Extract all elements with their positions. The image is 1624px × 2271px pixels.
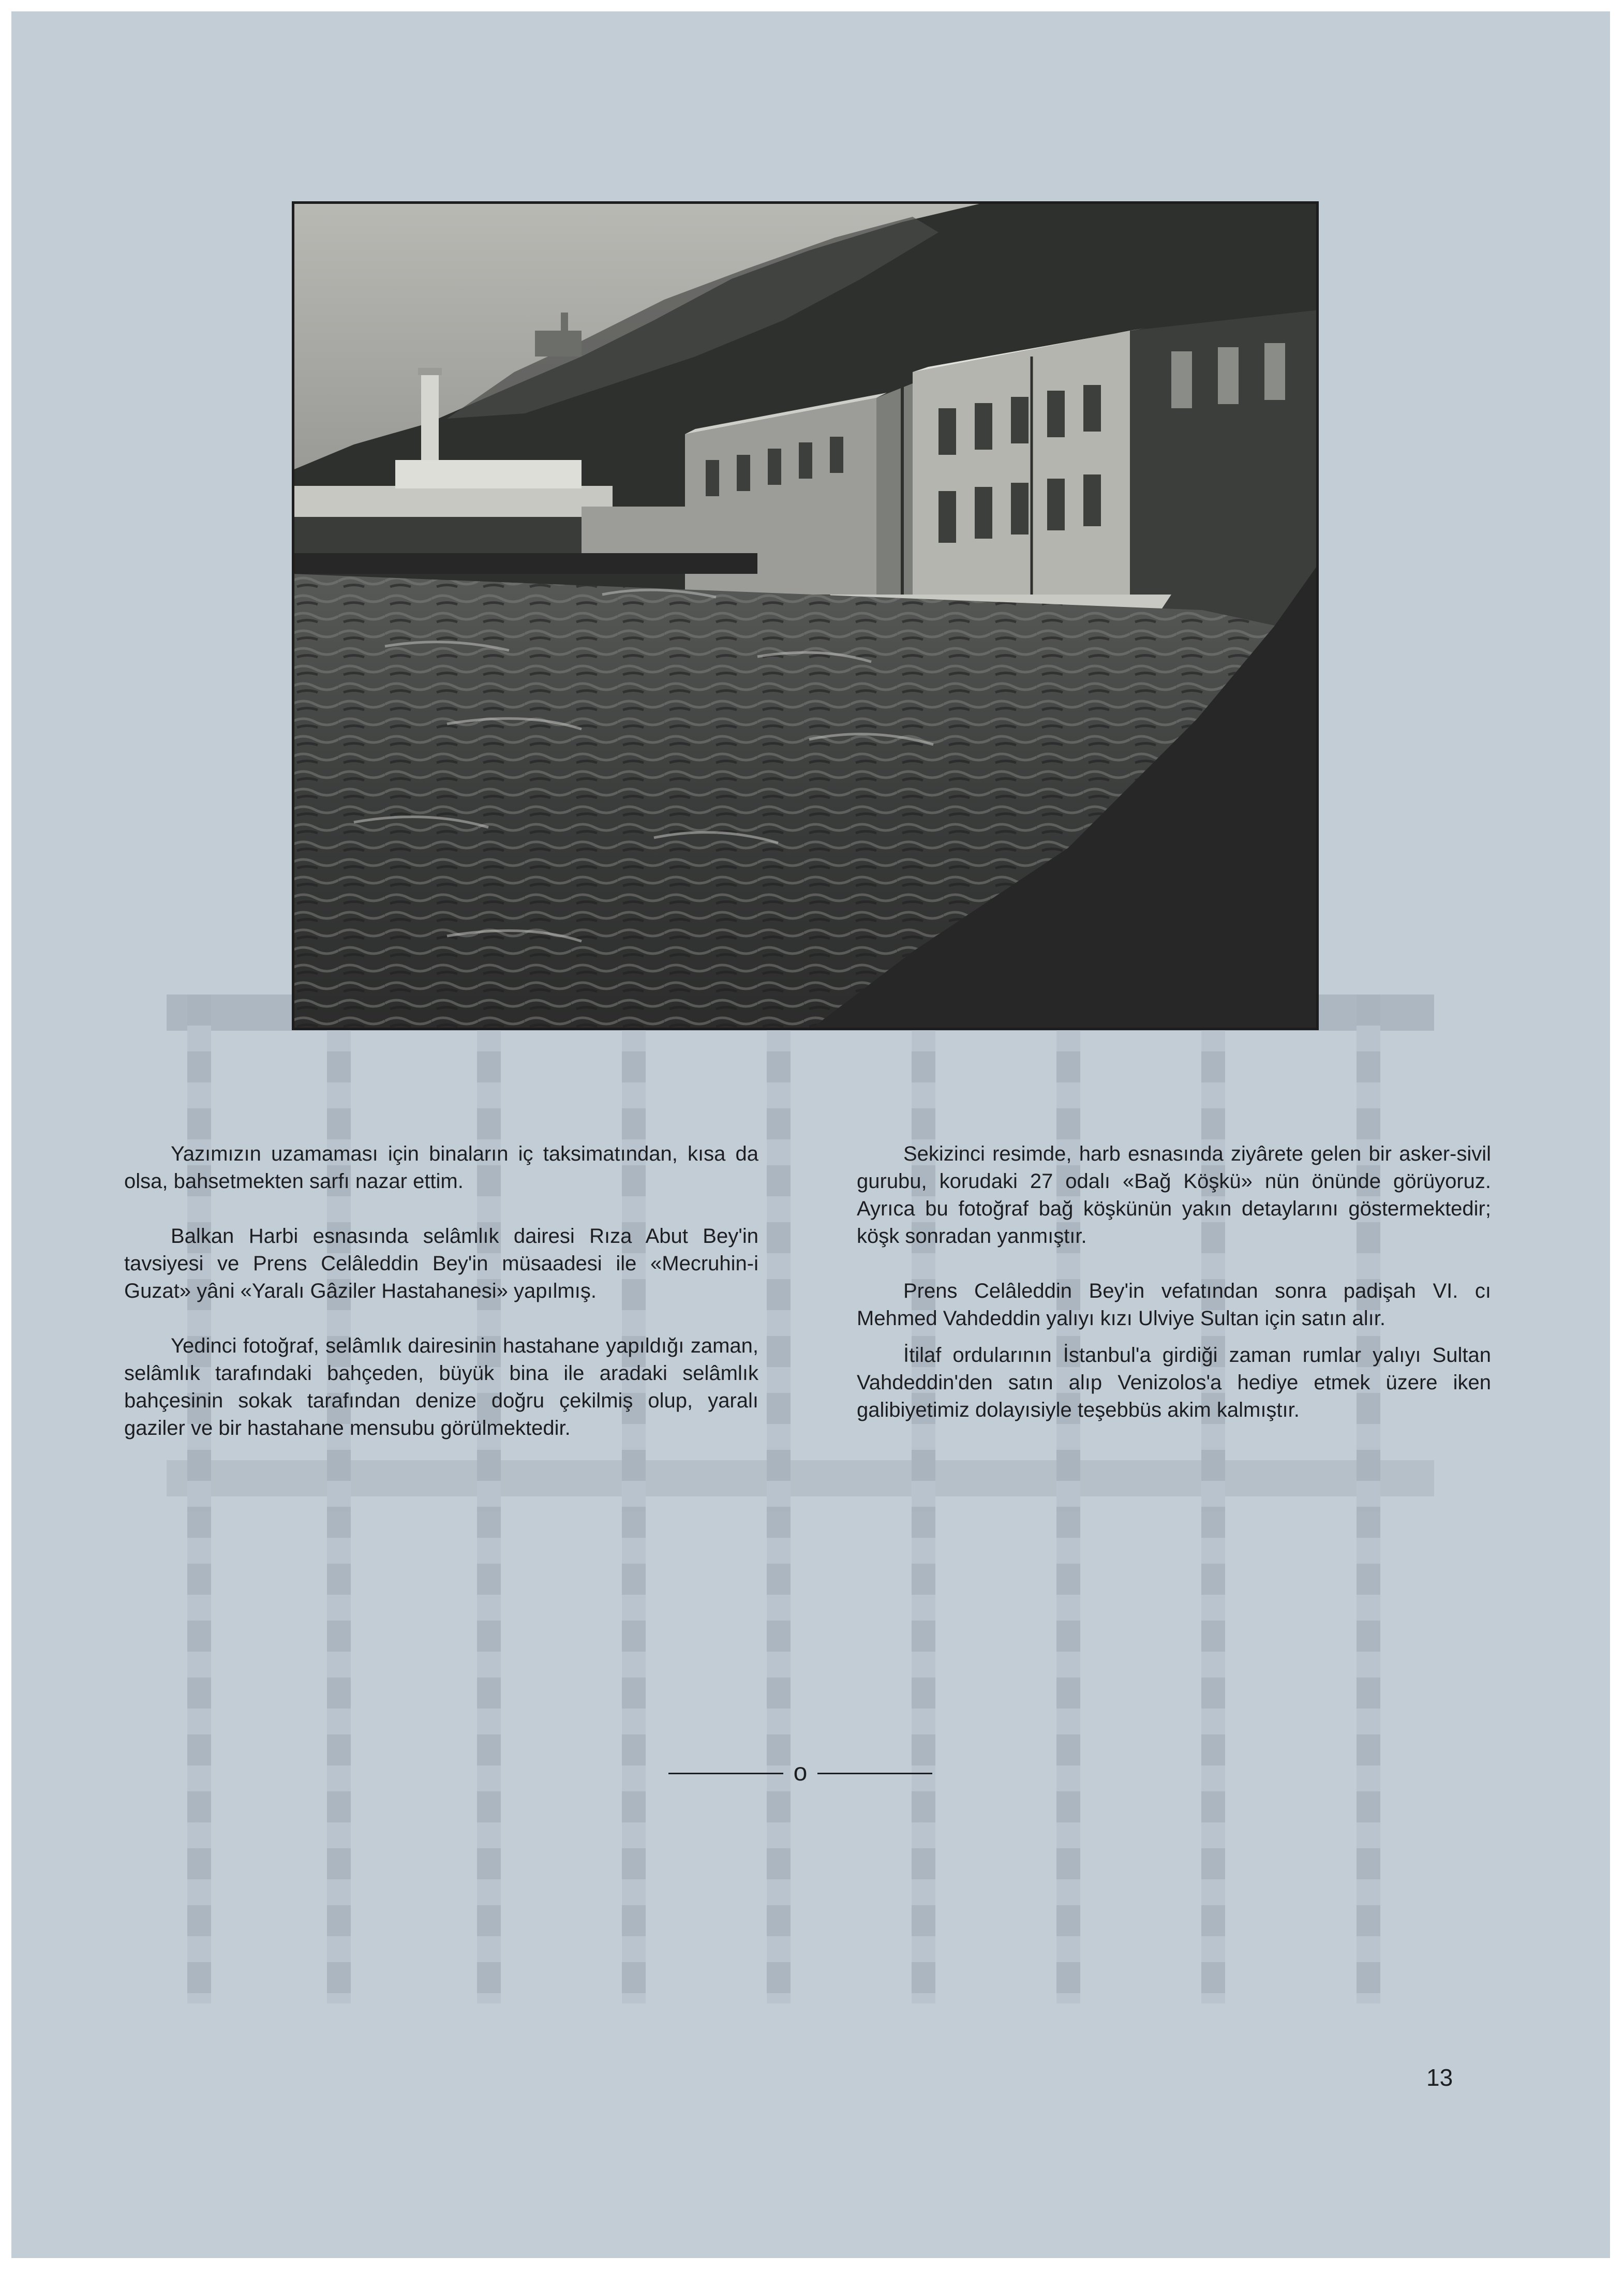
right-text-column [857, 1140, 1491, 1451]
paragraph: Yedinci fotoğraf, selâmlık dairesinin hastahane yapıldığı zaman, selâmlık tarafındaki bahçeden, büyük bina ile aradaki selâmlık bahçesinin sokak tarafından denize doğru çekilmiş olup, yaralı gaziler ve bir hastahane mensubu görülmektedir. [124, 1334, 758, 1439]
divider-line-right [817, 1773, 932, 1774]
paragraph: İtilaf ordularının İstanbul'a girdiği zaman rumlar yalıyı Sultan Vahdeddin'den satın alıp Venizolos'a hediye etmek üzere iken galibiyetimiz dolayısiyle teşebbüs akim kalmıştır. [857, 1344, 1491, 1421]
waterfront-mansion-photo [292, 201, 1319, 1030]
section-divider [668, 1756, 932, 1787]
paragraph: Yazımızın uzamaması için binaların iç taksimatından, kısa da olsa, bahsetmekten sarfı nazar ettim. [124, 1142, 758, 1193]
paragraph: Balkan Harbi esnasında selâmlık dairesi Rıza Abut Bey'in tavsiyesi ve Prens Celâleddin Bey'in müsaadesi ile «Mecruhin-i Guzat» yâni «Yaralı Gâziler Hastahanesi» yapılmış. [124, 1225, 758, 1302]
paragraph: Prens Celâleddin Bey'in vefatından sonra padişah VI. cı Mehmed Vahdeddin yalıyı kızı Ulviye Sultan için satın alır. [857, 1280, 1491, 1330]
page-number: 13 [1426, 2064, 1453, 2091]
divider-line-left [668, 1773, 783, 1774]
left-text-column [124, 1140, 758, 1470]
paragraph: Sekizinci resimde, harb esnasında ziyârete gelen bir asker-sivil gurubu, korudaki 27 odalı «Bağ Köşkü» nün önünde görüyoruz. Ayrıca bu fotoğraf bağ köşkünün yakın detaylarını göstermektedir; köşk sonradan yanmıştır. [857, 1142, 1491, 1248]
magazine-page [11, 11, 1610, 2258]
divider-mark: o [793, 1759, 808, 1786]
